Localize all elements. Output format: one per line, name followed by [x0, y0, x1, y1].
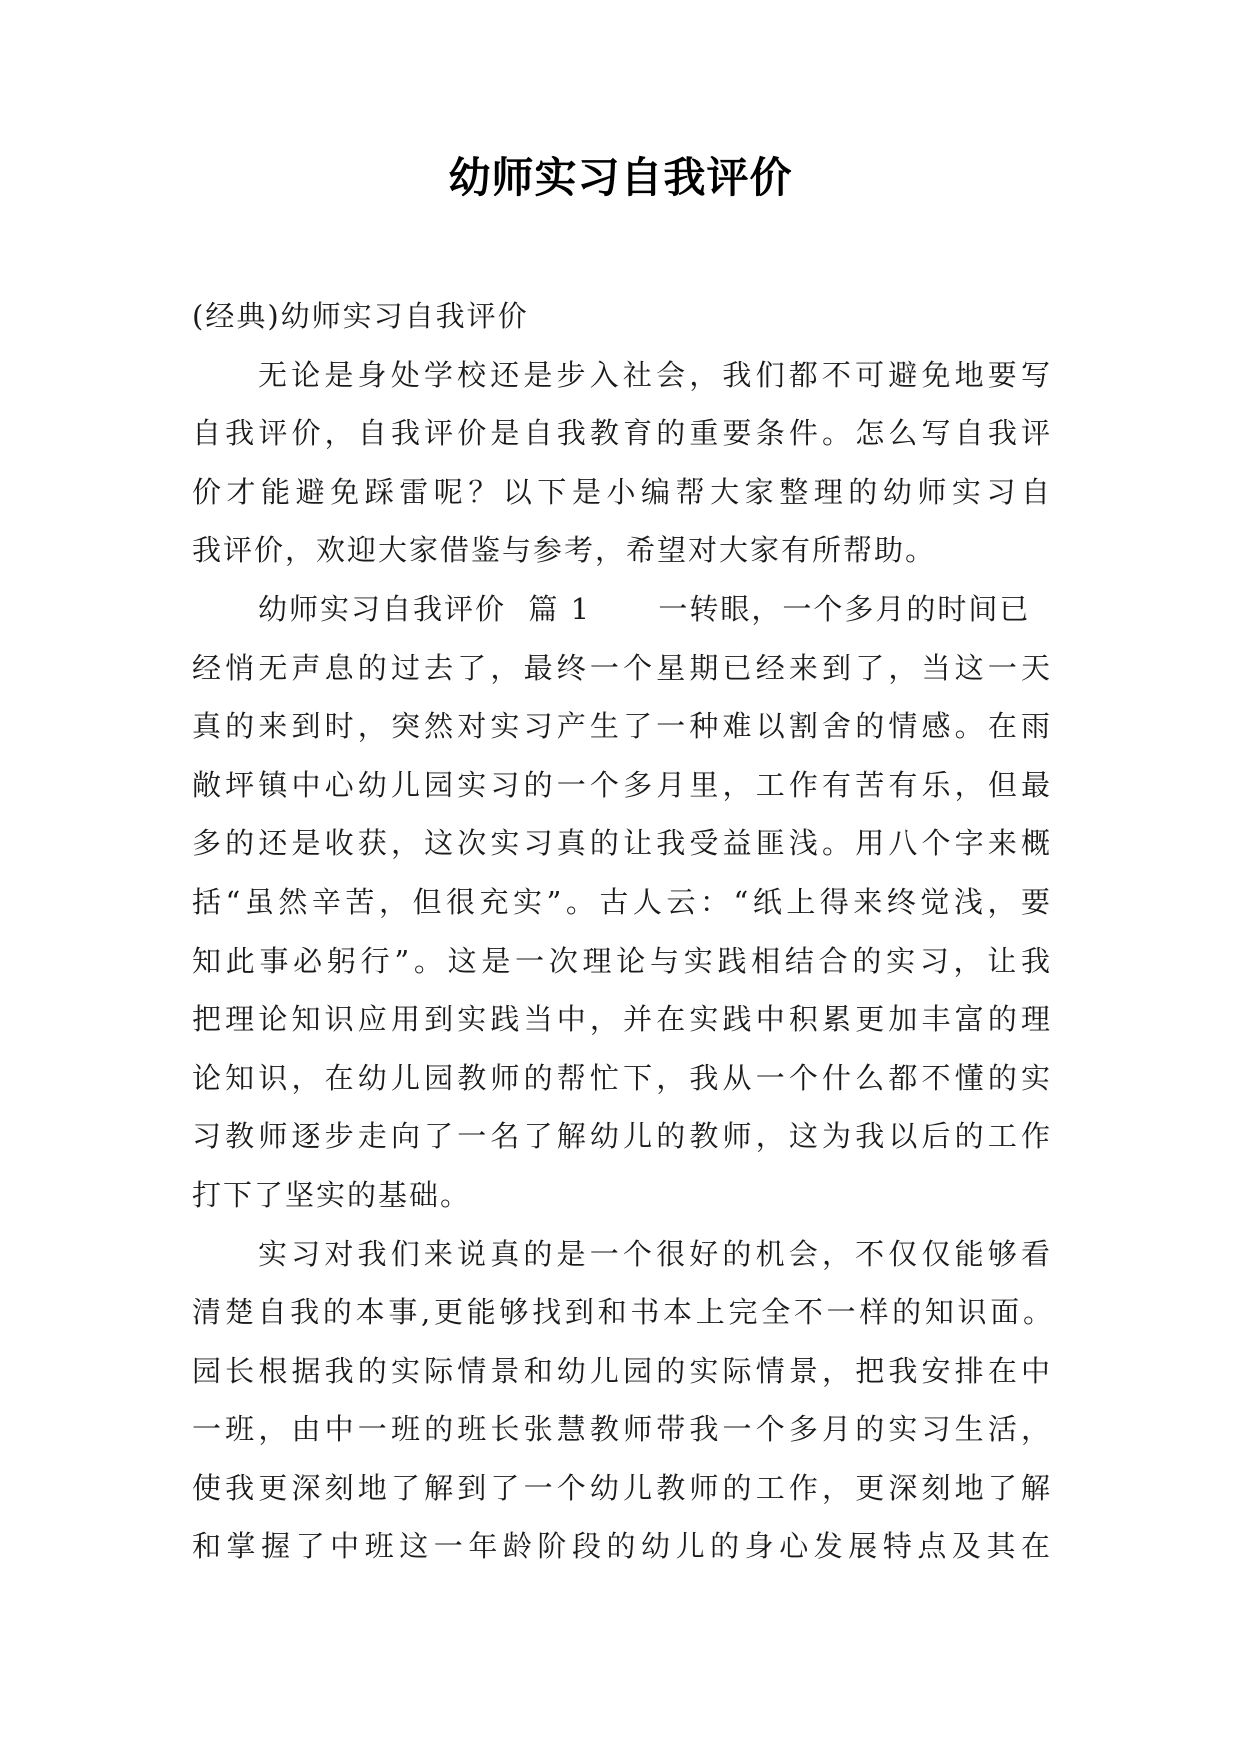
paragraph-line: 把理论知识应用到实践当中，并在实践中积累更加丰富的理	[192, 1002, 1052, 1037]
document-body	[192, 287, 1052, 1576]
paragraph-line: 敞坪镇中心幼儿园实习的一个多月里，工作有苦有乐，但最	[192, 767, 1052, 802]
paragraph-line: 习教师逐步走向了一名了解幼儿的教师，这为我以后的工作	[192, 1119, 1052, 1154]
document-title: 幼师实习自我评价	[448, 153, 793, 202]
paragraph-line: 我评价，欢迎大家借鉴与参考，希望对大家有所帮助。	[192, 533, 937, 568]
paragraph-line: 价才能避免踩雷呢？以下是小编帮大家整理的幼师实习自	[192, 474, 1052, 509]
paragraph-line: 幼师实习自我评价 篇 1 一转眼，一个多月的时间已	[258, 591, 1031, 626]
paragraph-line: 清楚自我的本事,更能够找到和书本上完全不一样的知识面。	[192, 1295, 1052, 1330]
paragraph-line: 知此事必躬行”。这是一次理论与实践相结合的实习，让我	[192, 943, 1052, 978]
paragraph-line: 无论是身处学校还是步入社会，我们都不可避免地要写	[258, 357, 1052, 392]
paragraph-line: 多的还是收获，这次实习真的让我受益匪浅。用八个字来概	[192, 826, 1052, 861]
paragraph-line: 一班，由中一班的班长张慧教师带我一个多月的实习生活，	[192, 1412, 1052, 1447]
paragraph-line: 自我评价，自我评价是自我教育的重要条件。怎么写自我评	[192, 416, 1052, 451]
paragraph-line: 真的来到时，突然对实习产生了一种难以割舍的情感。在雨	[192, 709, 1052, 744]
paragraph-line: 实习对我们来说真的是一个很好的机会，不仅仅能够看	[258, 1236, 1052, 1271]
paragraph-line: 论知识，在幼儿园教师的帮忙下，我从一个什么都不懂的实	[192, 1060, 1052, 1095]
document-subtitle: (经典)幼师实习自我评价	[192, 299, 529, 333]
paragraph-line: 打下了坚实的基础。	[192, 1177, 472, 1212]
paragraph-line: 园长根据我的实际情景和幼儿园的实际情景，把我安排在中	[192, 1353, 1052, 1388]
paragraph-line: 括“虽然辛苦，但很充实”。古人云：“纸上得来终觉浅，要	[192, 884, 1052, 919]
paragraph-line: 经悄无声息的过去了，最终一个星期已经来到了，当这一天	[192, 650, 1052, 685]
paragraph-line: 使我更深刻地了解到了一个幼儿教师的工作，更深刻地了解	[192, 1470, 1052, 1505]
paragraph-line: 和掌握了中班这一年龄阶段的幼儿的身心发展特点及其在	[192, 1529, 1052, 1564]
